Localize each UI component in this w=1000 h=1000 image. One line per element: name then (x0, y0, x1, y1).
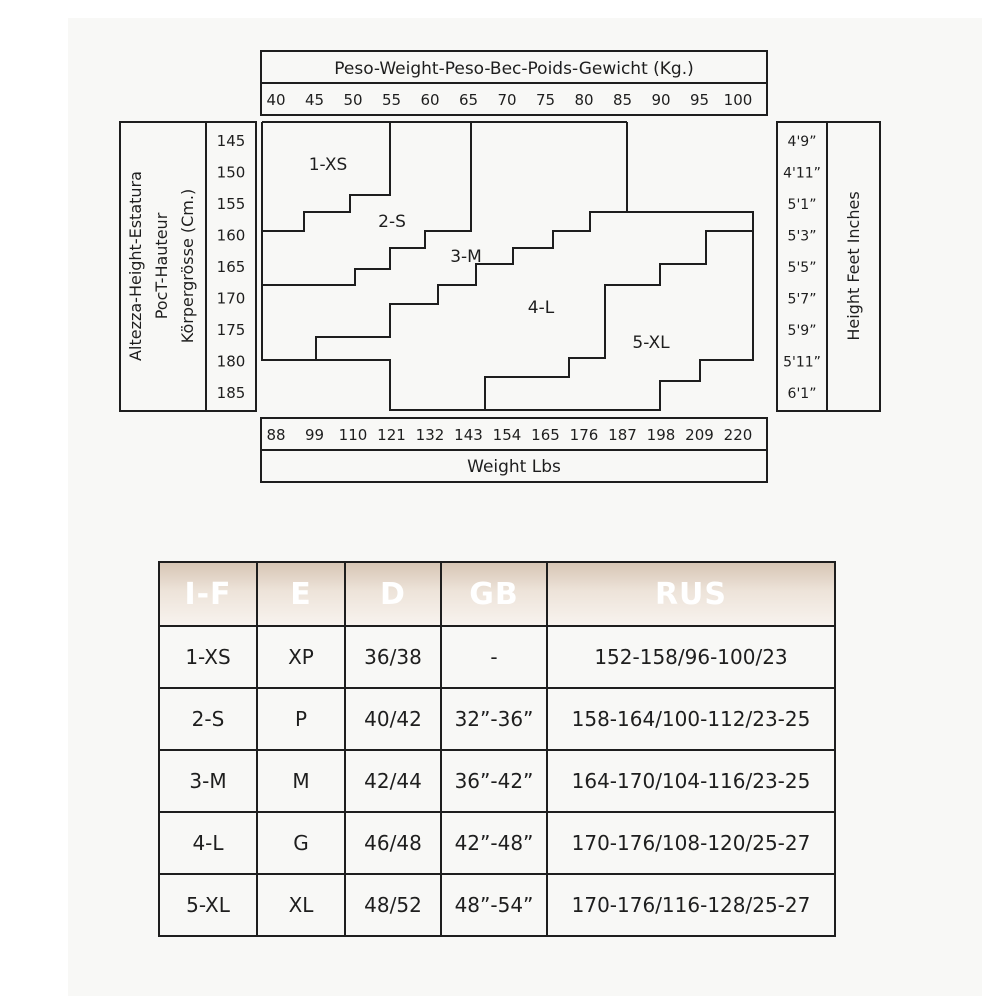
cm-tick-8: 185 (216, 384, 246, 402)
lbs-tick-8: 176 (569, 426, 599, 444)
inch-tick-1: 4'11” (783, 165, 821, 182)
height-cm-title-line-3: Körpergrösse (Cm.) (178, 188, 197, 344)
table-cell: P (257, 688, 345, 750)
lbs-tick-2: 110 (338, 426, 368, 444)
size-conversion-table (158, 561, 836, 937)
column-header-e: E (257, 562, 345, 626)
height-cm-title-line-1: Altezza-Height-Estatura (126, 171, 145, 361)
zone-label-s: 2-S (378, 212, 406, 232)
table-row (159, 688, 835, 750)
kg-tick-1: 45 (304, 91, 325, 109)
lbs-tick-1: 99 (304, 426, 325, 444)
zone-boundary-xs (262, 122, 390, 231)
table-cell: XL (257, 874, 345, 936)
table-cell: M (257, 750, 345, 812)
cm-tick-6: 175 (216, 321, 246, 339)
table-cell: 152-158/96-100/23 (547, 626, 835, 688)
table-cell: 32”-36” (441, 688, 547, 750)
table-cell: 36”-42” (441, 750, 547, 812)
kg-tick-8: 80 (574, 91, 594, 109)
zone-label-l: 4-L (527, 298, 555, 318)
kg-tick-11: 95 (689, 91, 710, 109)
inch-tick-3: 5'3” (787, 228, 817, 245)
kg-tick-2: 50 (343, 91, 363, 109)
table-cell: 36/38 (345, 626, 441, 688)
height-in-ticks (783, 134, 821, 402)
kg-tick-3: 55 (381, 91, 402, 109)
table-cell: 48/52 (345, 874, 441, 936)
table-row (159, 874, 835, 936)
table-cell: 42/44 (345, 750, 441, 812)
table-cell: 170-176/108-120/25-27 (547, 812, 835, 874)
lbs-tick-9: 187 (608, 426, 637, 444)
table-cell: 48”-54” (441, 874, 547, 936)
table-row (159, 626, 835, 688)
column-header-d: D (345, 562, 441, 626)
height-cm-ticks (217, 132, 246, 402)
kg-tick-0: 40 (266, 91, 286, 109)
table-cell: XP (257, 626, 345, 688)
weight-lbs-title: Weight Lbs (467, 457, 561, 477)
inch-tick-7: 5'11” (783, 354, 821, 371)
inch-tick-2: 5'1” (787, 197, 817, 213)
zone-label-m: 3-M (450, 247, 482, 267)
height-in-title: Height Feet Inches (844, 191, 863, 341)
zone-boundary-xl (485, 212, 753, 410)
kg-tick-5: 65 (458, 91, 479, 109)
table-cell: 170-176/116-128/25-27 (547, 874, 835, 936)
column-header-rus: RUS (547, 562, 835, 626)
height-cm-title-line-2: PocT-Hauteur (152, 212, 171, 320)
table-cell: G (257, 812, 345, 874)
lbs-tick-3: 121 (377, 426, 406, 444)
lbs-tick-0: 88 (266, 426, 286, 444)
kg-tick-10: 90 (651, 91, 671, 109)
table-cell: 4-L (159, 812, 257, 874)
table-cell: 2-S (159, 688, 257, 750)
zone-boundary-s (262, 122, 471, 285)
cm-tick-3: 160 (216, 226, 246, 245)
lbs-tick-7: 165 (531, 426, 560, 444)
lbs-tick-10: 198 (646, 426, 676, 444)
table-header-row (159, 562, 835, 626)
table-cell: - (441, 626, 547, 688)
cm-tick-4: 165 (216, 258, 246, 276)
table-cell: 5-XL (159, 874, 257, 936)
zone-label-xl: 5-XL (632, 333, 670, 353)
lbs-tick-4: 132 (415, 426, 445, 444)
cm-tick-1: 150 (216, 163, 246, 182)
lbs-tick-11: 209 (685, 426, 714, 444)
inch-tick-5: 5'7” (787, 291, 817, 308)
kg-tick-12: 100 (723, 91, 753, 109)
inch-tick-6: 5'9” (787, 323, 817, 339)
weight-lbs-ticks (266, 426, 752, 444)
weight-kg-title: Peso-Weight-Peso-Bec-Poids-Gewicht (Kg.) (334, 59, 694, 79)
cm-tick-2: 155 (216, 195, 246, 213)
cm-tick-0: 145 (216, 132, 246, 150)
table-cell: 164-170/104-116/23-25 (547, 750, 835, 812)
zone-label-xs: 1-XS (308, 155, 348, 175)
lbs-tick-6: 154 (492, 426, 522, 444)
column-header-gb: GB (441, 562, 547, 626)
kg-tick-9: 85 (612, 91, 633, 109)
lbs-tick-5: 143 (454, 426, 483, 444)
inch-tick-8: 6'1” (787, 386, 817, 402)
kg-tick-6: 70 (497, 91, 517, 109)
table-cell: 158-164/100-112/23-25 (547, 688, 835, 750)
table-cell: 46/48 (345, 812, 441, 874)
table-cell: 40/42 (345, 688, 441, 750)
table-cell: 1-XS (159, 626, 257, 688)
table-row (159, 750, 835, 812)
table-cell: 42”-48” (441, 812, 547, 874)
weight-kg-ticks (266, 91, 752, 109)
column-header-i-f: I-F (159, 562, 257, 626)
inch-tick-0: 4'9” (787, 134, 817, 150)
cm-tick-7: 180 (216, 352, 246, 371)
inch-tick-4: 5'5” (787, 260, 817, 276)
cm-tick-5: 170 (216, 289, 246, 308)
table-cell: 3-M (159, 750, 257, 812)
kg-tick-7: 75 (535, 91, 556, 109)
kg-tick-4: 60 (420, 91, 440, 109)
table-row (159, 812, 835, 874)
lbs-tick-12: 220 (723, 426, 753, 444)
